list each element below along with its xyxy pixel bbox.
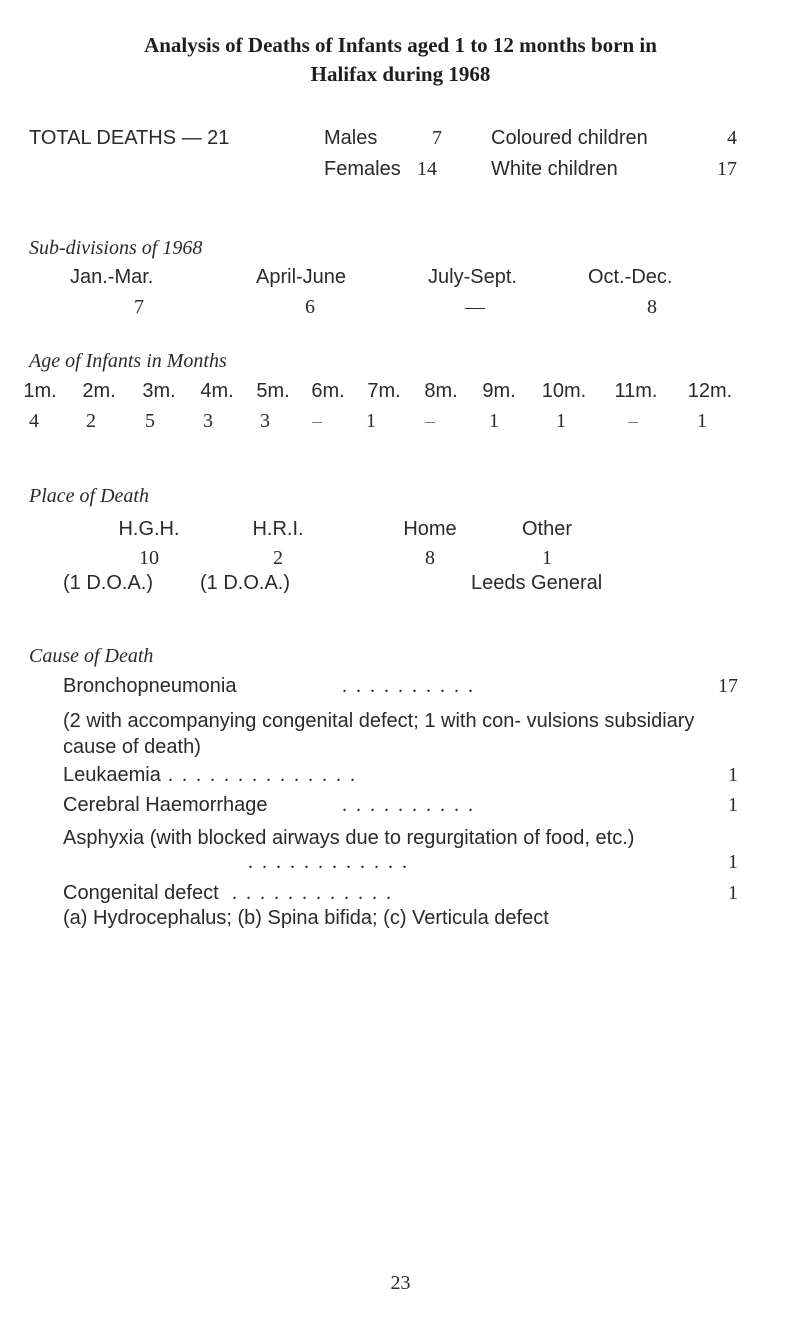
page-title: Analysis of Deaths of Infants aged 1 to 12 months born in [144,33,657,57]
place-label-home: Home [403,518,457,540]
cause-value-congenital-defect: 1 [728,882,738,904]
place-note-hri: (1 D.O.A.) [200,572,291,594]
age-value-2m: 2 [86,410,96,432]
place-note-other: Leeds General [471,572,603,594]
cause-label-leukaemia: Leukaemia [63,764,161,786]
cause-note-congenital-defect: (a) Hydrocephalus; (b) Spina bifida; (c) Verticula defect [63,907,549,929]
cause-heading: Cause of Death [29,645,154,667]
cause-label-bronchopneumonia: Bronchopneumonia [63,675,237,697]
age-value-12m: 1 [697,410,707,432]
place-label-hgh: H.G.H. [118,518,180,540]
place-value-other: 1 [542,547,552,569]
age-value-3m: 5 [145,410,155,432]
subdivision-label-q3: July-Sept. [428,266,517,288]
cause-label-cerebral-haemorrhage: Cerebral Haemorrhage [63,794,268,816]
cause-dots-asphyxia: . . . . . . . . . . . . [248,851,409,873]
place-value-hri: 2 [273,547,283,569]
age-value-4m: 3 [203,410,213,432]
place-value-home: 8 [425,547,435,569]
subdivisions-heading: Sub-divisions of 1968 [29,237,203,259]
cause-dots-leukaemia: . . . . . . . . . . . . . . [168,764,357,786]
subdivision-value-q3: — [465,296,485,318]
cause-note-bronchopneumonia: (2 with accompanying congenital defect; 1 with con- vulsions subsidiary cause of death) [63,710,695,758]
page-title-line2: Halifax during 1968 [310,62,491,86]
age-label-7m: 7m. [367,380,401,402]
total-deaths-label: TOTAL DEATHS — 21 [29,127,230,149]
white-children-label: White children [491,158,618,180]
age-value-11m: – [628,410,638,432]
cause-label-asphyxia: Asphyxia (with blocked airways due to regurgitation of food, etc.) [63,827,635,849]
place-label-other: Other [521,518,573,540]
place-label-hri: H.R.I. [252,518,304,540]
age-label-3m: 3m. [142,380,176,402]
subdivision-value-q1: 7 [134,296,144,318]
age-value-9m: 1 [489,410,499,432]
age-label-6m: 6m. [311,380,345,402]
age-label-11m: 11m. [614,380,658,402]
cause-value-asphyxia: 1 [728,851,738,873]
age-label-9m: 9m. [482,380,516,402]
age-heading: Age of Infants in Months [29,350,227,372]
cause-value-cerebral-haemorrhage: 1 [728,794,738,816]
subdivision-label-q4: Oct.-Dec. [588,266,673,288]
white-children-value: 17 [717,158,737,180]
cause-value-bronchopneumonia: 17 [718,675,738,697]
cause-dots-congenital-defect: . . . . . . . . . . . . [232,882,393,904]
subdivision-value-q2: 6 [305,296,315,318]
age-value-8m: – [425,410,435,432]
coloured-children-label: Coloured children [491,127,648,149]
place-heading: Place of Death [29,485,149,507]
age-label-2m: 2m. [82,380,116,402]
page-number: 23 [390,1272,411,1294]
males-value: 7 [432,127,442,149]
females-value: 14 [417,158,437,180]
age-label-8m: 8m. [424,380,458,402]
age-label-12m: 12m. [687,380,733,402]
cause-value-leukaemia: 1 [728,764,738,786]
females-label: Females [324,158,401,180]
age-label-5m: 5m. [256,380,290,402]
age-value-6m: – [312,410,322,432]
age-value-7m: 1 [366,410,376,432]
age-label-1m: 1m. [23,380,57,402]
age-label-4m: 4m. [200,380,234,402]
coloured-children-value: 4 [727,127,737,149]
cause-label-congenital-defect: Congenital defect [63,882,219,904]
age-value-10m: 1 [556,410,566,432]
age-value-1m: 4 [29,410,39,432]
males-label: Males [324,127,378,149]
subdivision-value-q4: 8 [647,296,657,318]
subdivision-label-q1: Jan.-Mar. [70,266,154,288]
subdivision-label-q2: April-June [256,266,347,288]
place-value-hgh: 10 [139,547,159,569]
age-value-5m: 3 [260,410,270,432]
age-label-10m: 10m. [541,380,587,402]
cause-dots-cerebral-haemorrhage: . . . . . . . . . . [342,794,475,816]
place-note-hgh: (1 D.O.A.) [63,572,154,594]
cause-dots-bronchopneumonia: . . . . . . . . . . [342,675,475,697]
